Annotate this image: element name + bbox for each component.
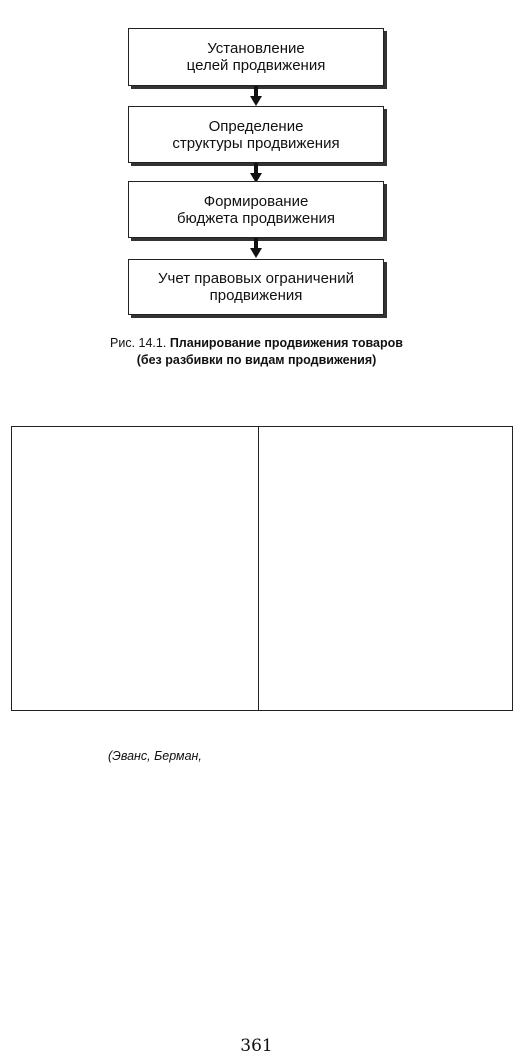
- flowchart-step-goals: Установление целей продвижения: [128, 28, 384, 86]
- figure-label: Рис. 14.1.: [110, 336, 170, 350]
- flowchart-step-legal: Учет правовых ограничений продвижения: [128, 259, 384, 315]
- flowchart-step-structure: Определение структуры продвижения: [128, 106, 384, 163]
- empty-table: [11, 426, 513, 711]
- down-arrow-icon: [250, 86, 262, 106]
- page-number: 361: [240, 1036, 273, 1056]
- down-arrow-icon: [250, 163, 262, 183]
- down-arrow-icon: [250, 238, 262, 258]
- figure-title: Планирование продвижения товаров: [169, 336, 403, 350]
- table-column-divider: [258, 427, 259, 710]
- flowchart-step-budget: Формирование бюджета продвижения: [128, 181, 384, 238]
- figure-caption-line-2: (без разбивки по видам продвижения): [136, 353, 377, 367]
- citation: (Эванс, Берман,: [108, 749, 202, 763]
- figure-caption-line-1: [0, 335, 513, 351]
